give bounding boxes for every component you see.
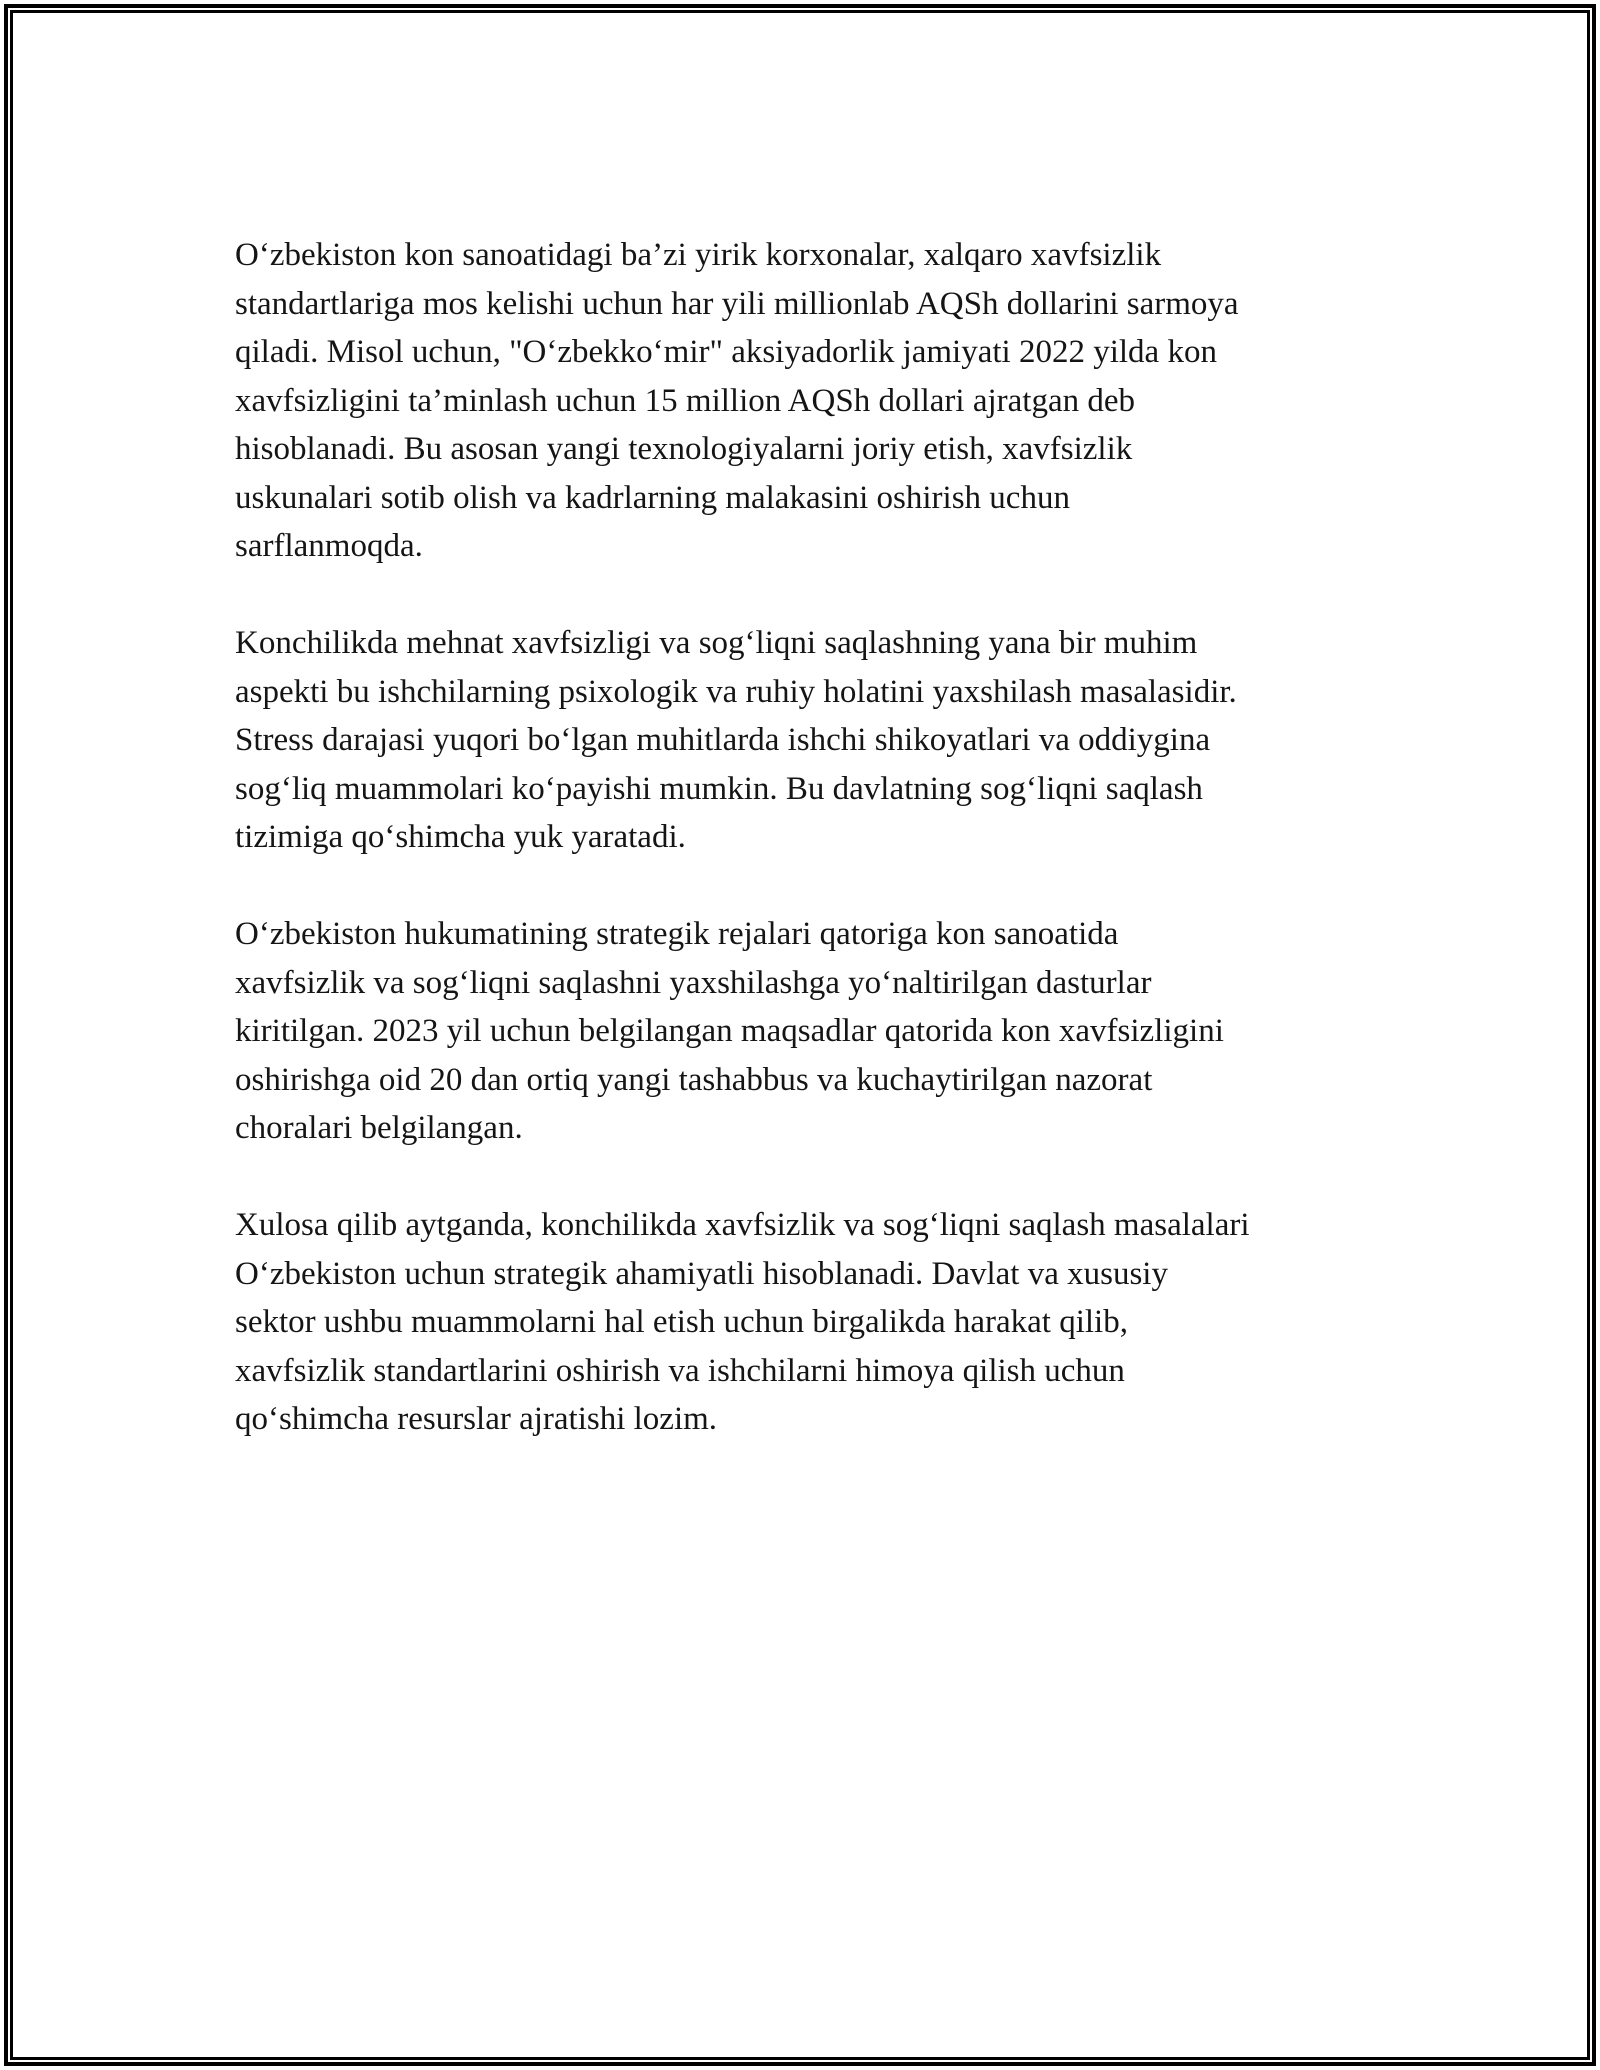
paragraph-investment <box>235 231 1405 571</box>
text-line: aspekti bu ishchilarning psixologik va ruhiy holatini yaxshilash masalasidir. <box>235 673 1237 710</box>
text-line: qiladi. Misol uchun, "O‘zbekko‘mir" aksiyadorlik jamiyati 2022 yilda kon <box>235 334 1217 370</box>
text-line: xavfsizlik va sog‘liqni saqlashni yaxshilashga yo‘naltirilgan dasturlar <box>235 964 1152 1001</box>
text-line: oshirishga oid 20 dan ortiq yangi tashabbus va kuchaytirilgan nazorat <box>235 1061 1153 1098</box>
paragraph-conclusion <box>235 1201 1405 1444</box>
text-line: Konchilikda mehnat xavfsizligi va sog‘liqni saqlashning yana bir muhim <box>235 625 1198 661</box>
text-line: sog‘liq muammolari ko‘payishi mumkin. Bu davlatning sog‘liqni saqlash <box>235 770 1203 807</box>
text-line: kiritilgan. 2023 yil uchun belgilangan maqsadlar qatorida kon xavfsizligini <box>235 1013 1224 1049</box>
text-line: qo‘shimcha resurslar ajratishi lozim. <box>235 1401 718 1437</box>
paragraph-government-plans <box>235 910 1405 1153</box>
text-line: choralari belgilangan. <box>235 1110 523 1146</box>
text-line: O‘zbekiston hukumatining strategik rejalari qatoriga kon sanoatida <box>235 916 1119 952</box>
text-line: sektor ushbu muammolarni hal etish uchun birgalikda harakat qilib, <box>235 1304 1128 1340</box>
text-line: sarflanmoqda. <box>235 528 423 564</box>
paragraph-psychology <box>235 619 1405 862</box>
text-line: uskunalari sotib olish va kadrlarning malakasini oshirish uchun <box>235 479 1070 516</box>
text-line: xavfsizligini ta’minlash uchun 15 million AQSh dollari ajratgan deb <box>235 382 1136 419</box>
text-line: tizimiga qo‘shimcha yuk yaratadi. <box>235 819 686 855</box>
text-line: Xulosa qilib aytganda, konchilikda xavfsizlik va sog‘liqni saqlash masalalari <box>235 1207 1250 1243</box>
text-line: O‘zbekiston uchun strategik ahamiyatli hisoblanadi. Davlat va xususiy <box>235 1255 1168 1292</box>
text-line: xavfsizlik standartlarini oshirish va ishchilarni himoya qilish uchun <box>235 1352 1125 1389</box>
text-line: hisoblanadi. Bu asosan yangi texnologiyalarni joriy etish, xavfsizlik <box>235 431 1133 467</box>
text-line: O‘zbekiston kon sanoatidagi ba’zi yirik korxonalar, xalqaro xavfsizlik <box>235 237 1162 273</box>
text-line: standartlariga mos kelishi uchun har yili millionlab AQSh dollarini sarmoya <box>235 285 1239 322</box>
document-body <box>235 231 1405 1492</box>
text-line: Stress darajasi yuqori bo‘lgan muhitlarda ishchi shikoyatlari va oddiygina <box>235 722 1211 758</box>
